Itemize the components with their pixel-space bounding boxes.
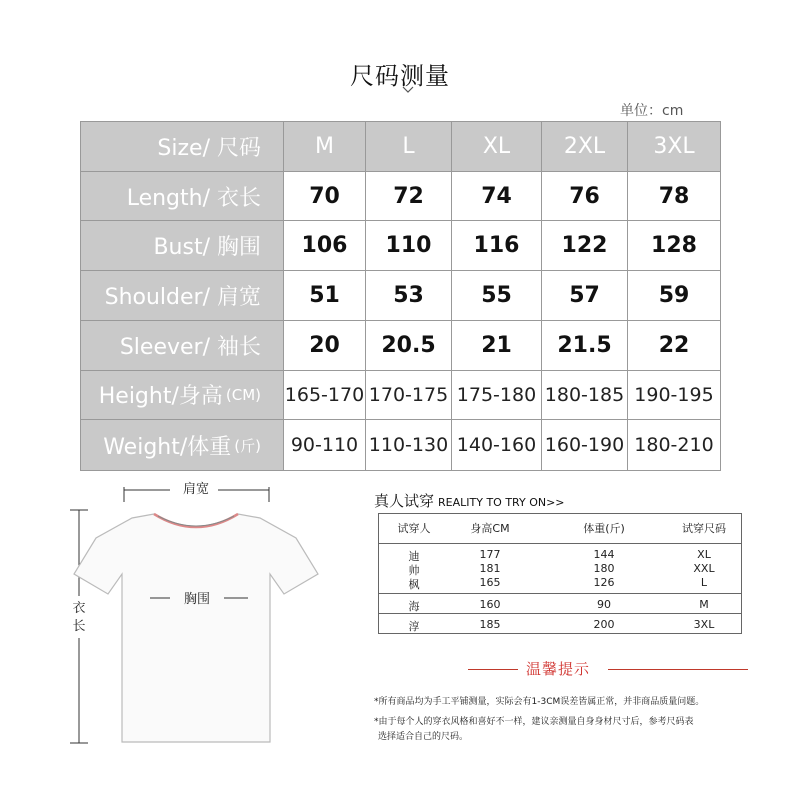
length-label-1: 衣 bbox=[72, 601, 86, 616]
try-on-table bbox=[378, 513, 742, 634]
try-cell: 144 bbox=[593, 548, 615, 561]
row-label: Length/ 衣长 bbox=[81, 172, 284, 222]
size-value: 122 bbox=[542, 221, 628, 271]
tip-note-3: 选择适合自己的尺码。 bbox=[378, 732, 469, 742]
try-cell: M bbox=[699, 598, 709, 611]
size-header-XL: XL bbox=[452, 122, 542, 172]
try-cell: 身高CM bbox=[470, 522, 510, 535]
try-cell: 90 bbox=[597, 598, 611, 611]
size-value: 20 bbox=[284, 321, 366, 371]
size-value: 51 bbox=[284, 271, 366, 321]
size-value: 90-110 bbox=[284, 420, 366, 470]
size-table bbox=[80, 121, 721, 471]
row-label: Sleever/ 袖长 bbox=[81, 321, 284, 371]
try-cell: 185 bbox=[479, 618, 501, 631]
try-cell: 帅 bbox=[408, 564, 420, 577]
tshirt-diagram bbox=[60, 478, 360, 748]
length-label-2: 长 bbox=[72, 619, 86, 634]
size-value: 180-210 bbox=[634, 434, 714, 457]
size-value: 21 bbox=[452, 321, 542, 371]
size-value: 72 bbox=[366, 172, 452, 222]
size-value: 160-190 bbox=[542, 420, 628, 470]
try-cell: 126 bbox=[593, 576, 615, 589]
size-value: 170-175 bbox=[366, 371, 452, 421]
try-cell: 181 bbox=[479, 562, 501, 575]
chest-label: 胸围 bbox=[183, 592, 211, 607]
try-cell: XXL bbox=[693, 562, 715, 575]
unit-label: 单位：cm bbox=[620, 103, 684, 119]
try-cell: 177 bbox=[479, 548, 501, 561]
size-header-L: L bbox=[366, 122, 452, 172]
try-on-title-en: REALITY TO TRY ON>> bbox=[438, 496, 565, 509]
size-value: 110 bbox=[366, 221, 452, 271]
try-cell: 160 bbox=[479, 598, 501, 611]
size-value: 140-160 bbox=[452, 420, 542, 470]
size-value: 57 bbox=[542, 271, 628, 321]
size-value: 74 bbox=[452, 172, 542, 222]
tshirt-shape bbox=[74, 514, 318, 742]
size-value: 116 bbox=[452, 221, 542, 271]
size-value: 22 bbox=[628, 321, 720, 371]
row-label: Weight/体重 (斤) bbox=[81, 420, 284, 470]
try-cell: 迪 bbox=[408, 550, 420, 563]
try-cell: 3XL bbox=[693, 618, 715, 631]
try-cell: XL bbox=[697, 548, 711, 561]
size-value: 106 bbox=[284, 221, 366, 271]
try-cell: 海 bbox=[408, 600, 420, 613]
try-cell: 淳 bbox=[408, 620, 420, 633]
tip-note-2: *由于每个人的穿衣风格和喜好不一样，建议亲测量自身身材尺寸后，参考尺码表 bbox=[374, 717, 694, 727]
size-value: 21.5 bbox=[542, 321, 628, 371]
size-value: 53 bbox=[366, 271, 452, 321]
size-header-M: M bbox=[284, 122, 366, 172]
try-cell: 枫 bbox=[408, 578, 420, 591]
row-label: Bust/ 胸围 bbox=[81, 221, 284, 271]
try-cell: 体重(斤) bbox=[583, 522, 625, 535]
row-label: Shoulder/ 肩宽 bbox=[81, 271, 284, 321]
size-header-label: Size/ 尺码 bbox=[81, 122, 284, 172]
try-cell: 200 bbox=[593, 618, 615, 631]
try-on-title-cn: 真人试穿 bbox=[374, 492, 435, 510]
size-value: 190-195 bbox=[628, 371, 720, 421]
size-value: 180-185 bbox=[542, 371, 628, 421]
size-value: 175-180 bbox=[452, 371, 542, 421]
try-cell: 180 bbox=[593, 562, 615, 575]
size-value: 110-130 bbox=[366, 420, 452, 470]
try-cell: 试穿人 bbox=[397, 522, 431, 535]
size-value: 55 bbox=[452, 271, 542, 321]
size-header-2XL: 2XL bbox=[542, 122, 628, 172]
size-value: 59 bbox=[628, 271, 720, 321]
size-value: 165-170 bbox=[284, 371, 366, 421]
row-label: Height/身高 (CM) bbox=[81, 371, 284, 421]
size-value: 20.5 bbox=[366, 321, 452, 371]
page-title: 尺码测量 bbox=[350, 62, 450, 90]
try-cell: 试穿尺码 bbox=[682, 522, 726, 535]
tip-note-1: *所有商品均为手工平铺测量，实际会有1-3CM误差皆属正常，并非商品质量问题。 bbox=[374, 697, 705, 707]
tips-header bbox=[468, 658, 748, 682]
size-value: 78 bbox=[628, 172, 720, 222]
size-header-3XL: 3XL bbox=[628, 122, 720, 172]
size-value: 128 bbox=[628, 221, 720, 271]
tips-title: 温馨提示 bbox=[526, 660, 591, 678]
shoulder-label: 肩宽 bbox=[182, 482, 210, 497]
size-value: 76 bbox=[542, 172, 628, 222]
chevron-down-icon bbox=[402, 86, 414, 94]
try-on-title bbox=[374, 490, 565, 511]
try-cell: 165 bbox=[479, 576, 501, 589]
size-value: 70 bbox=[284, 172, 366, 222]
try-cell: L bbox=[700, 576, 708, 589]
